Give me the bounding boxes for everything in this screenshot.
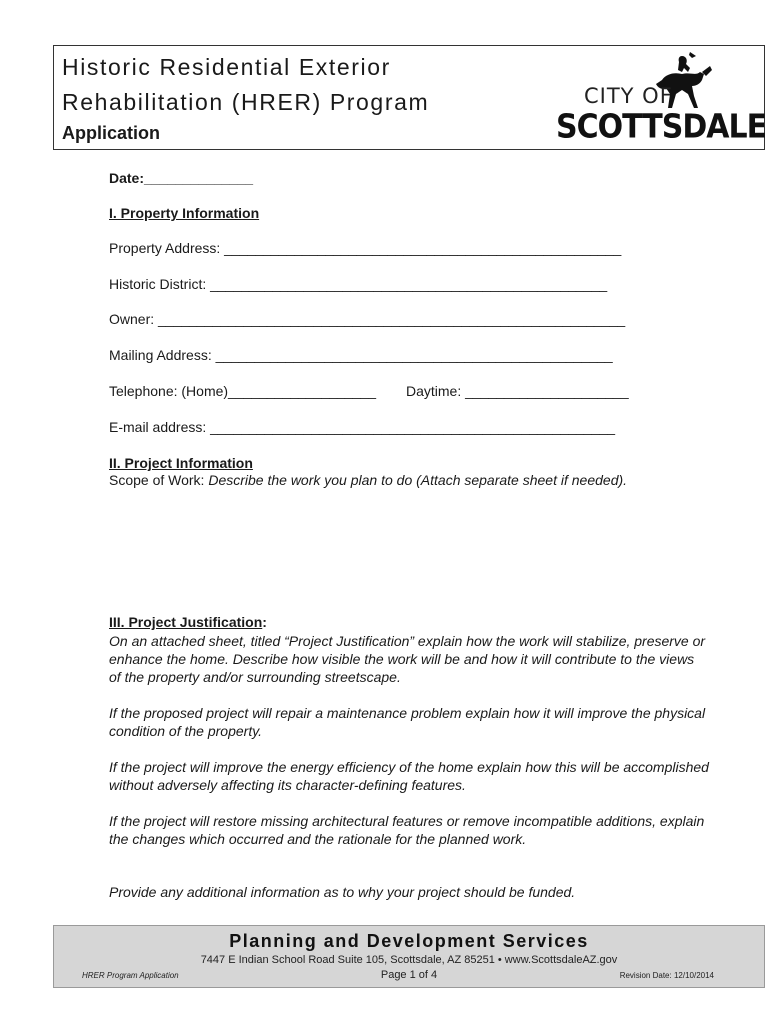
justification-paragraph-2: If the proposed project will repair a maintenance problem explain how it will improve the physical condition of the property. — [109, 705, 706, 739]
property-address-field[interactable]: Property Address: ___________________________________________________ — [109, 240, 622, 256]
mailing-address-field[interactable]: Mailing Address: ___________________________________________________ — [109, 347, 613, 363]
scope-of-work-line — [109, 472, 627, 488]
section-project-justification-heading — [109, 614, 267, 630]
historic-district-field[interactable]: Historic District: ___________________________________________________ — [109, 276, 608, 292]
email-address-field[interactable]: E-mail address: ____________________________________________________ — [109, 419, 616, 435]
justification-paragraph-5: Provide any additional information as to why your project should be funded. — [109, 884, 576, 900]
header-box — [53, 45, 765, 150]
project-justification-title: III. Project Justification — [109, 614, 263, 630]
footer-document-name: HRER Program Application — [82, 971, 179, 980]
section-project-information-heading: II. Project Information — [109, 455, 253, 471]
section-property-information-heading: I. Property Information — [109, 205, 260, 221]
footer-revision-date: Revision Date: 12/10/2014 — [619, 971, 714, 980]
logo-city-of: CITY OF — [584, 84, 673, 108]
page-footer — [53, 925, 765, 988]
footer-page-number: Page 1 of 4 — [380, 969, 438, 981]
document-title-line-2: Rehabilitation (HRER) Program — [62, 89, 430, 115]
justification-paragraph-4: If the project will restore missing architectural features or remove incompatible additions, explain the changes which occurred and the rationale for the planned work. — [109, 813, 705, 847]
scope-of-work-instructions: Describe the work you plan to do (Attach separate sheet if needed). — [208, 472, 628, 488]
document-subtitle: Application — [62, 123, 160, 143]
footer-department-title: Planning and Development Services — [229, 931, 589, 951]
document-title-line-1: Historic Residential Exterior — [62, 54, 391, 80]
daytime-phone-field[interactable]: Daytime: _____________________ — [406, 383, 629, 399]
scope-of-work-label: Scope of Work: — [109, 472, 205, 488]
heading-colon: : — [262, 614, 267, 630]
justification-paragraph-3: If the project will improve the energy efficiency of the home explain how this will be accomplished without adversely affecting its character-defining features. — [109, 759, 709, 793]
city-of-scottsdale-logo — [554, 48, 767, 148]
date-field[interactable]: Date:______________ — [109, 170, 254, 186]
justification-paragraph-1: On an attached sheet, titled “Project Justification” explain how the work will stabilize, preserve or enhance the home. Describe how visible the work will be and how it will contribute to the views of the property and/or surrounding streetscape. — [109, 633, 706, 685]
logo-scottsdale: SCOTTSDALE — [556, 108, 767, 147]
telephone-home-field[interactable]: Telephone: (Home)___________________ — [109, 383, 376, 399]
footer-address: 7447 E Indian School Road Suite 105, Scottsdale, AZ 85251 • www.ScottsdaleAZ.gov — [200, 954, 618, 966]
owner-field[interactable]: Owner: ____________________________________________________________ — [109, 311, 626, 327]
